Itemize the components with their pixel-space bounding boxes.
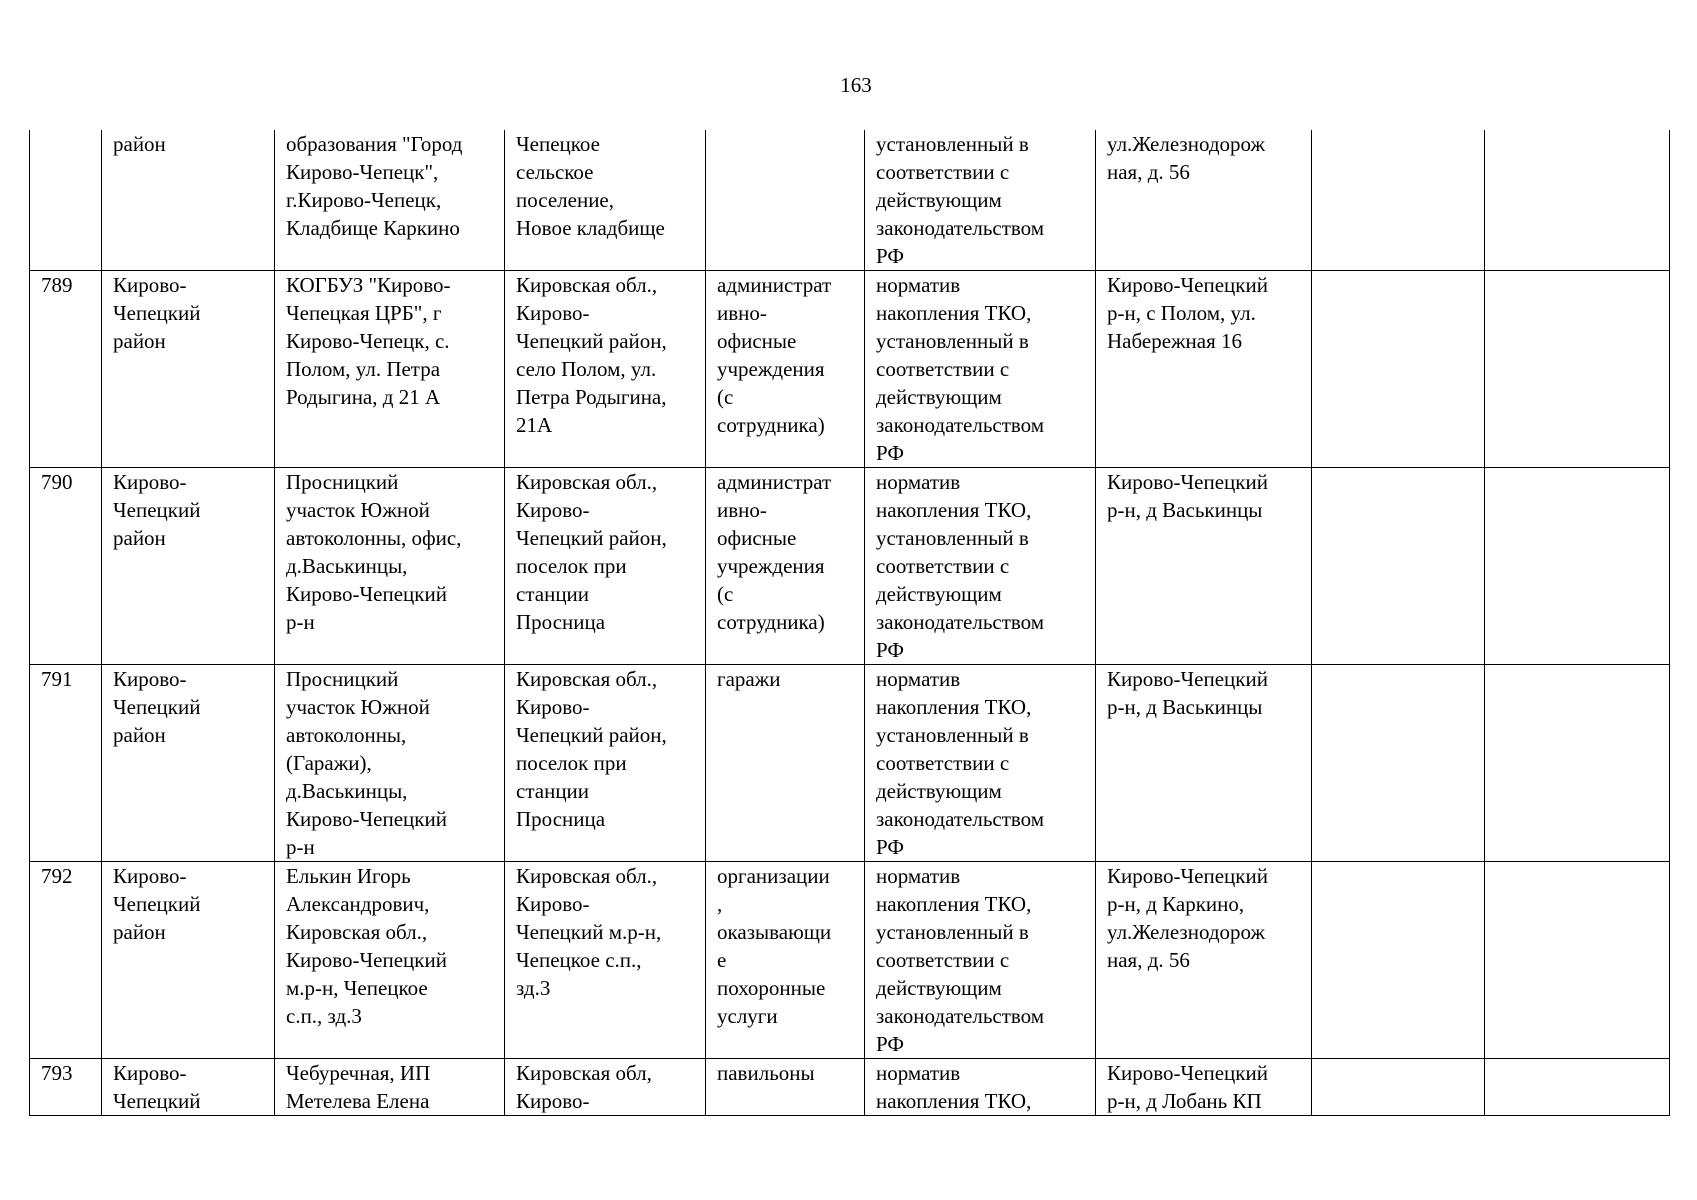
district-cell-text: район (113, 132, 166, 156)
location-cell-text: Чепецкое сельское поселение, Новое кладбище (516, 132, 665, 240)
row-number-cell-text: 789 (41, 273, 73, 297)
source-cell-text: Просницкий участок Южной автоколонны, офис, д.Васькинцы, Кирово-Чепецкий р-н (286, 470, 462, 634)
site-cell (1096, 468, 1312, 665)
location-cell-text: Кировская обл., Кирово- Чепецкий район, поселок при станции Просница (516, 667, 667, 831)
category-cell-text: гаражи (717, 667, 781, 691)
table-row (30, 271, 1670, 468)
site-cell (1096, 665, 1312, 862)
row-number-cell-text: 790 (41, 470, 73, 494)
category-cell (706, 468, 865, 665)
norm-cell (865, 665, 1096, 862)
table-row (30, 665, 1670, 862)
row-number-cell (30, 665, 102, 862)
site-cell (1096, 130, 1312, 271)
category-cell (706, 130, 865, 271)
site-cell (1096, 1059, 1312, 1116)
extra-cell-2 (1485, 1059, 1670, 1116)
source-cell (275, 1059, 505, 1116)
category-cell-text: организации , оказывающи е похоронные услуги (717, 864, 832, 1028)
district-cell-text: Кирово- Чепецкий район (113, 470, 201, 550)
extra-cell-2 (1485, 665, 1670, 862)
norm-cell-text: установленный в соответствии с действующим законодательством РФ (876, 132, 1045, 268)
location-cell-text: Кировская обл, Кирово- (516, 1061, 652, 1113)
location-cell-text: Кировская обл., Кирово- Чепецкий район, село Полом, ул. Петра Родыгина, 21А (516, 273, 667, 437)
table-row (30, 130, 1670, 271)
location-cell-text: Кировская обл., Кирово- Чепецкий м.р-н, Чепецкое с.п., зд.3 (516, 864, 662, 1000)
location-cell (505, 1059, 706, 1116)
location-cell (505, 468, 706, 665)
source-cell (275, 665, 505, 862)
extra-cell-2 (1485, 271, 1670, 468)
extra-cell-1 (1312, 271, 1485, 468)
category-cell (706, 271, 865, 468)
row-number-cell (30, 271, 102, 468)
extra-cell-2 (1485, 130, 1670, 271)
site-cell-text: ул.Железнодорож ная, д. 56 (1107, 132, 1266, 184)
location-cell (505, 862, 706, 1059)
district-cell (102, 271, 275, 468)
district-cell-text: Кирово- Чепецкий район (113, 864, 201, 944)
source-cell-text: образования "Город Кирово-Чепецк", г.Кирово-Чепецк, Кладбище Каркино (286, 132, 463, 240)
site-cell-text: Кирово-Чепецкий р-н, д Васькинцы (1107, 667, 1268, 719)
norm-cell-text: норматив накопления ТКО, установленный в соответствии с действующим законодательством РФ (876, 273, 1045, 465)
norm-cell-text: норматив накопления ТКО, установленный в соответствии с действующим законодательством РФ (876, 864, 1045, 1056)
norm-cell (865, 1059, 1096, 1116)
extra-cell-2 (1485, 468, 1670, 665)
extra-cell-1 (1312, 468, 1485, 665)
site-cell-text: Кирово-Чепецкий р-н, д Лобань КП (1107, 1061, 1268, 1113)
district-cell (102, 665, 275, 862)
location-cell (505, 271, 706, 468)
source-cell (275, 862, 505, 1059)
site-cell (1096, 862, 1312, 1059)
source-cell-text: Просницкий участок Южной автоколонны, (Гаражи), д.Васькинцы, Кирово-Чепецкий р-н (286, 667, 447, 859)
district-cell (102, 130, 275, 271)
source-cell-text: КОГБУЗ "Кирово- Чепецкая ЦРБ", г Кирово-Чепецк, с. Полом, ул. Петра Родыгина, д 21 А (286, 273, 451, 409)
district-cell (102, 468, 275, 665)
norm-cell (865, 468, 1096, 665)
extra-cell-2 (1485, 862, 1670, 1059)
location-cell (505, 130, 706, 271)
district-cell-text: Кирово- Чепецкий район (113, 273, 201, 353)
row-number-cell (30, 1059, 102, 1116)
site-cell-text: Кирово-Чепецкий р-н, д Васькинцы (1107, 470, 1268, 522)
site-cell-text: Кирово-Чепецкий р-н, д Каркино, ул.Железнодорож ная, д. 56 (1107, 864, 1268, 972)
location-cell (505, 665, 706, 862)
norm-cell (865, 130, 1096, 271)
extra-cell-1 (1312, 665, 1485, 862)
row-number-cell-text: 793 (41, 1061, 73, 1085)
norm-cell-text: норматив накопления ТКО, установленный в соответствии с действующим законодательством РФ (876, 470, 1045, 662)
norm-cell-text: норматив накопления ТКО, установленный в соответствии с действующим законодательством РФ (876, 667, 1045, 859)
norm-cell (865, 271, 1096, 468)
category-cell-text: павильоны (717, 1061, 815, 1085)
district-cell-text: Кирово- Чепецкий (113, 1061, 201, 1113)
row-number-cell-text: 791 (41, 667, 73, 691)
district-cell-text: Кирово- Чепецкий район (113, 667, 201, 747)
row-number-cell (30, 862, 102, 1059)
district-cell (102, 1059, 275, 1116)
row-number-cell (30, 130, 102, 271)
site-cell (1096, 271, 1312, 468)
source-cell-text: Елькин Игорь Александрович, Кировская обл., Кирово-Чепецкий м.р-н, Чепецкое с.п., зд.3 (286, 864, 447, 1028)
source-cell (275, 130, 505, 271)
row-number-cell-text: 792 (41, 864, 73, 888)
site-cell-text: Кирово-Чепецкий р-н, с Полом, ул. Набережная 16 (1107, 273, 1268, 353)
extra-cell-1 (1312, 130, 1485, 271)
norm-cell (865, 862, 1096, 1059)
category-cell-text: администрат ивно- офисные учреждения (с сотрудника) (717, 273, 832, 437)
table-row (30, 862, 1670, 1059)
category-cell (706, 862, 865, 1059)
table-row (30, 468, 1670, 665)
district-cell (102, 862, 275, 1059)
source-cell (275, 468, 505, 665)
category-cell (706, 665, 865, 862)
extra-cell-1 (1312, 862, 1485, 1059)
location-cell-text: Кировская обл., Кирово- Чепецкий район, поселок при станции Просница (516, 470, 667, 634)
page-number: 163 (840, 73, 872, 97)
extra-cell-1 (1312, 1059, 1485, 1116)
norm-cell-text: норматив накопления ТКО, (876, 1061, 1032, 1113)
table-body (30, 130, 1670, 1116)
waste-sites-table (29, 130, 1670, 1116)
source-cell-text: Чебуречная, ИП Метелева Елена (286, 1061, 431, 1113)
source-cell (275, 271, 505, 468)
category-cell (706, 1059, 865, 1116)
category-cell-text: администрат ивно- офисные учреждения (с сотрудника) (717, 470, 832, 634)
row-number-cell (30, 468, 102, 665)
table-row (30, 1059, 1670, 1116)
